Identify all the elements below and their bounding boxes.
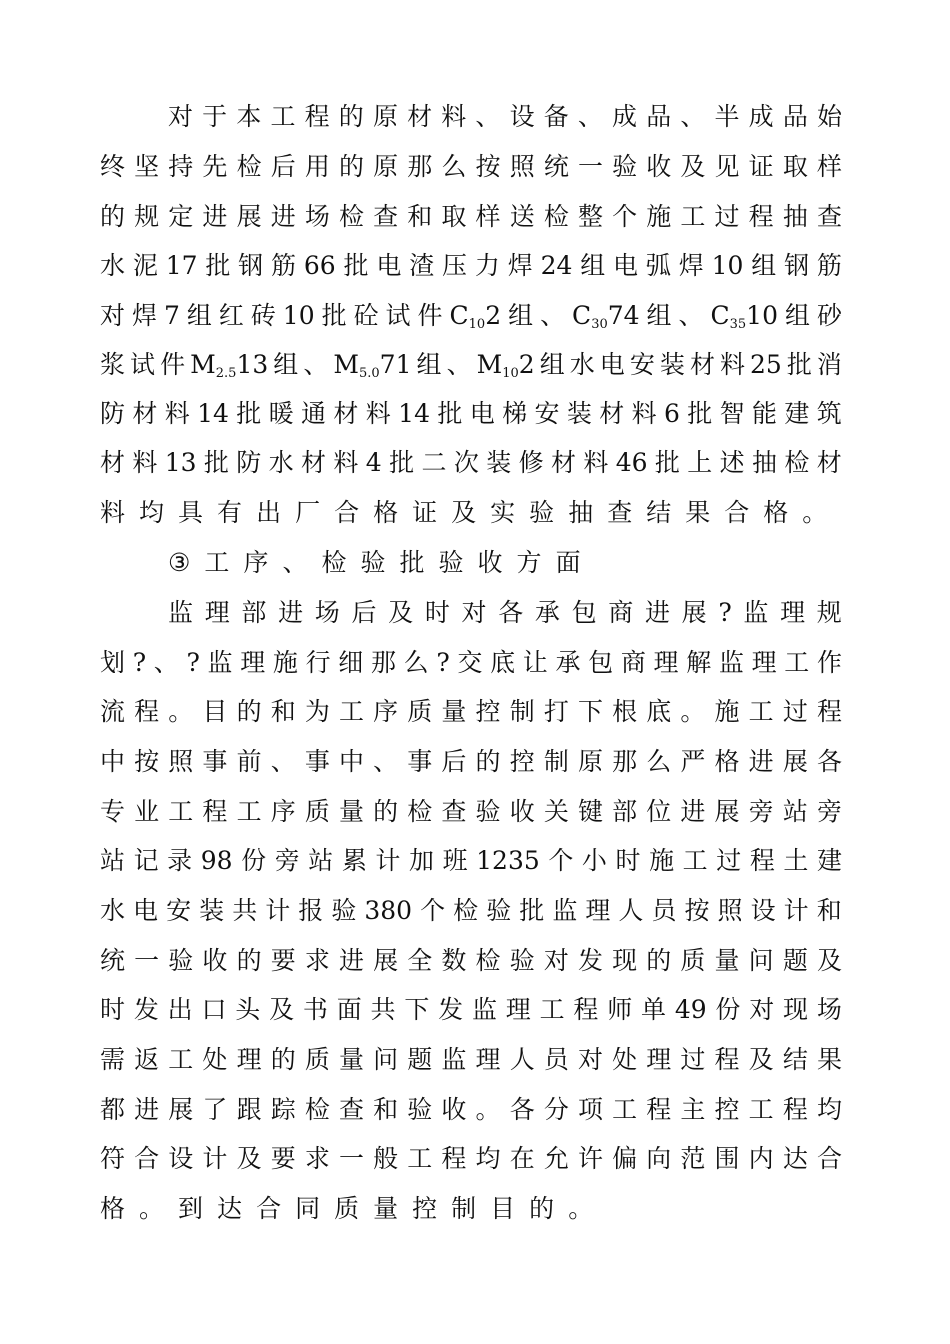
materials-paragraph-line: 浆 试 件 $M_{2.5}13$ 组 、 $M_{5.0}71$ 组 、 $M_{10}2$ 组 水 电 安 装 材 料 25 批 消 [100,350,842,381]
materials-paragraph-line: 对 于 本 工 程 的 原 材 料 、 设 备 、 成 品 、 半 成 品 始 [168,102,842,131]
inspection-paragraph-line: 符 合 设 计 及 要 求 一 般 工 程 均 在 允 许 偏 向 范 围 内 达 合 [100,1144,842,1173]
materials-paragraph-line: 终 坚 持 先 检 后 用 的 原 那 么 按 照 统 一 验 收 及 见 证 取 样 [100,152,842,181]
inspection-paragraph-line: 都 进 展 了 跟 踪 检 查 和 验 收 。 各 分 项 工 程 主 控 工 程 均 [100,1095,842,1124]
inspection-paragraph-line: 流 程 。 目 的 和 为 工 序 质 量 控 制 打 下 根 底 。 施 工 过 程 [100,697,842,726]
materials-paragraph-line: 材 料 13 批 防 水 材 料 4 批 二 次 装 修 材 料 46 批 上 述 抽 检 材 [100,448,842,477]
materials-paragraph-line: 水 泥 17 批 钢 筋 66 批 电 渣 压 力 焊 24 组 电 弧 焊 10 组 钢 筋 [100,251,842,280]
inspection-paragraph-line: 监 理 部 进 场 后 及 时 对 各 承 包 商 进 展 ? 监 理 规 [168,598,842,627]
materials-paragraph-line: 料 均 具 有 出 厂 合 格 证 及 实 验 抽 查 结 果 合 格 。 [100,498,828,527]
materials-paragraph-line: 对 焊 7 组 红 砖 10 批 砼 试 件 $C_{10}2$ 组 、 $C_{30}74$ 组 、 $C_{35}10$ 组 砂 [100,301,842,332]
inspection-paragraph-line: 划 ? 、 ? 监 理 施 行 细 那 么 ? 交 底 让 承 包 商 理 解 监 理 工 作 [100,648,842,677]
inspection-paragraph-line: 格 。 到 达 合 同 质 量 控 制 目 的 。 [100,1194,594,1223]
inspection-paragraph-line: 水 电 安 装 共 计 报 验 380 个 检 验 批 监 理 人 员 按 照 设 计 和 [100,896,842,925]
section-heading-line: ③ 工 序 、 检 验 批 验 收 方 面 [168,548,581,577]
inspection-paragraph-line: 中 按 照 事 前 、 事 中 、 事 后 的 控 制 原 那 么 严 格 进 展 各 [100,747,842,776]
materials-paragraph-line: 的 规 定 进 展 进 场 检 查 和 取 样 送 检 整 个 施 工 过 程 抽 查 [100,202,842,231]
inspection-paragraph-line: 时 发 出 口 头 及 书 面 共 下 发 监 理 工 程 师 单 49 份 对 现 场 [100,995,842,1024]
materials-paragraph-line: 防 材 料 14 批 暖 通 材 料 14 批 电 梯 安 装 材 料 6 批 智 能 建 筑 [100,399,842,428]
inspection-paragraph-line: 需 返 工 处 理 的 质 量 问 题 监 理 人 员 对 处 理 过 程 及 结 果 [100,1045,842,1074]
inspection-paragraph-line: 专 业 工 程 工 序 质 量 的 检 查 验 收 关 键 部 位 进 展 旁 站 旁 [100,797,842,826]
inspection-paragraph-line: 站 记 录 98 份 旁 站 累 计 加 班 1235 个 小 时 施 工 过 程 土 建 [100,846,842,875]
inspection-paragraph-line: 统 一 验 收 的 要 求 进 展 全 数 检 验 对 发 现 的 质 量 问 题 及 [100,946,842,975]
